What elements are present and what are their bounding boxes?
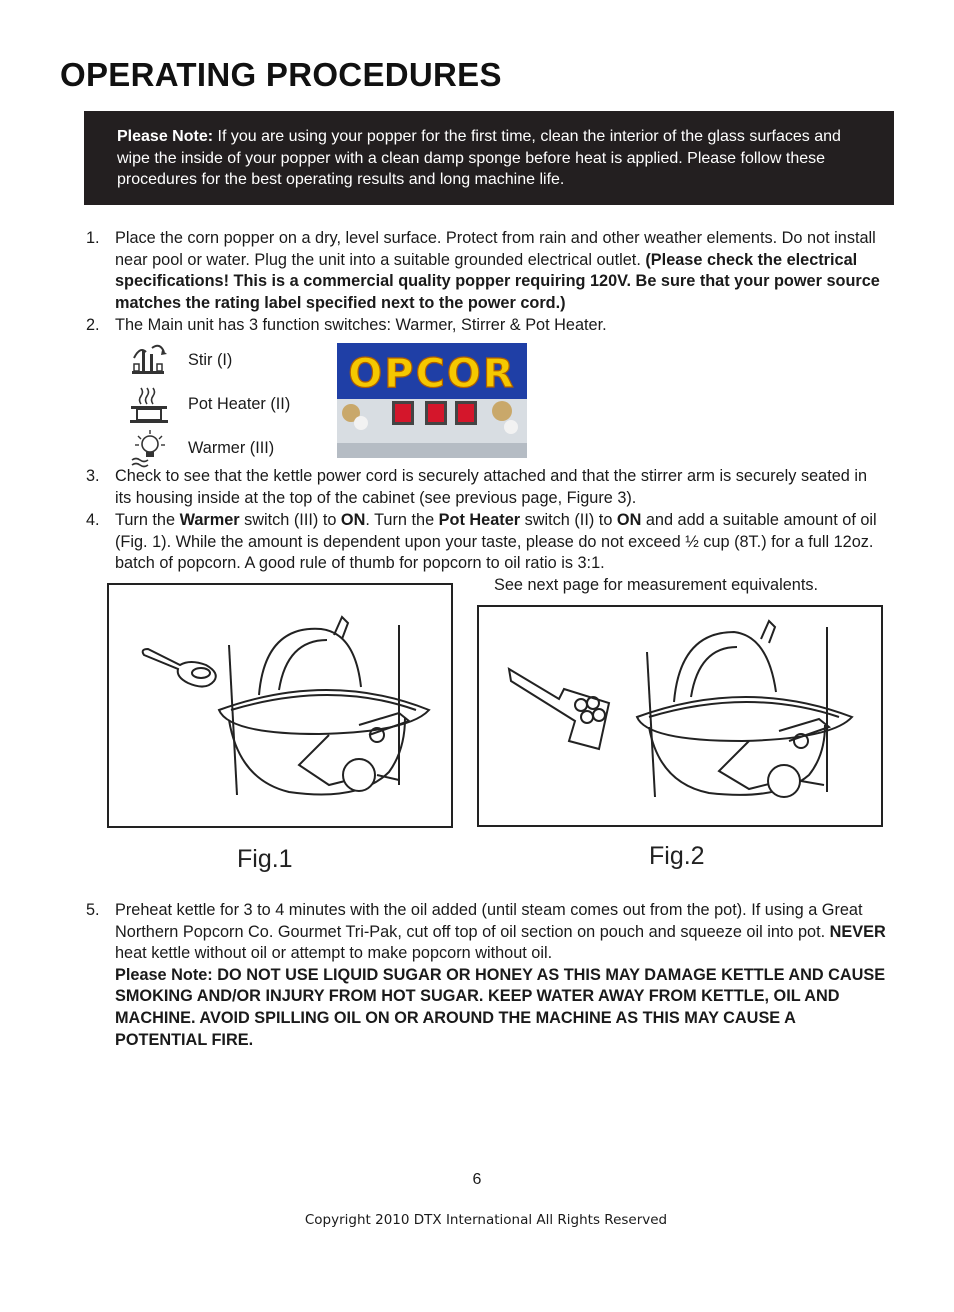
note-text: If you are using your popper for the first time, clean the interior of the glass surfaces and wipe the inside of your popper with a clean damp sponge before heat is applied. Please follow these procedures for the best operating results and long machine life. [117, 128, 841, 188]
figure-2 [477, 605, 883, 827]
switch-warmer [128, 428, 275, 468]
step-4 [86, 510, 886, 575]
text: . Turn the [365, 511, 439, 529]
step-1 [86, 228, 886, 314]
text: Turn the [115, 511, 180, 529]
control-panel-photo [337, 343, 527, 458]
step-number: 5. [86, 901, 100, 919]
step-number: 1. [86, 229, 100, 247]
stir-icon [128, 340, 170, 380]
switch-label: Warmer (III) [188, 438, 275, 457]
page-number: 6 [472, 1171, 482, 1188]
switch-label: Stir (I) [188, 350, 233, 369]
never-term: NEVER [829, 922, 886, 941]
step-number: 3. [86, 467, 100, 485]
step-number: 2. [86, 316, 100, 334]
text: heat kettle without oil or attempt to make popcorn without oil. [115, 944, 553, 963]
text: Preheat kettle for 3 to 4 minutes with the oil added (until steam comes out from the pot). If using a Great Northern Popcorn Co. Gourmet Tri-Pak, cut off top of oil section on pouch and squeeze oil into pot. [115, 901, 863, 941]
step-3-text: Check to see that the kettle power cord is securely attached and that the stirrer arm is securely seated in its housing inside at the top of the cabinet (see previous page, Figure 3). [115, 467, 868, 507]
step-3 [86, 466, 886, 509]
page-title: OPERATING PROCEDURES [60, 56, 502, 93]
on-term: ON [340, 511, 366, 529]
measurement-reference: See next page for measurement equivalents. [494, 576, 819, 594]
copyright: Copyright 2010 DTX International All Rights Reserved [304, 1212, 668, 1228]
figure-1-label: Fig.1 [237, 845, 293, 873]
switch-pot-heater [128, 384, 291, 424]
first-use-note [84, 111, 894, 205]
figure-1 [107, 583, 453, 828]
text: switch (III) to [239, 511, 341, 529]
step-5 [86, 900, 891, 1051]
figure-2-label: Fig.2 [649, 842, 705, 870]
step-2-text: The Main unit has 3 function switches: Warmer, Stirrer & Pot Heater. [115, 316, 607, 334]
pot-heater-icon [128, 384, 170, 424]
note-label: Please Note: [117, 128, 214, 145]
kettle-with-spoon-illustration [109, 585, 450, 825]
step-number: 4. [86, 511, 100, 529]
text: and add a suitable amount of oil (Fig. 1). While the amount is dependent upon your taste, please do not exceed ½ cup (8T.) for a full 12oz. batch of popcorn. A good rule of thumb for popcorn to oil ratio is 3:1. [115, 511, 877, 573]
warmer-icon [128, 428, 170, 468]
switch-label: Pot Heater (II) [188, 394, 291, 413]
step-1-text: Place the corn popper on a dry, level surface. Protect from rain and other weather elements. Do not install near pool or water. Plug the unit into a suitable grounded electrical outlet. [115, 229, 876, 269]
warmer-term: Warmer [179, 511, 240, 529]
pot-heater-term: Pot Heater [438, 511, 521, 529]
step-2 [86, 315, 886, 337]
text: switch (II) to [520, 511, 617, 529]
kettle-with-scoop-illustration [479, 607, 880, 824]
electrical-warning: (Please check the electrical specifications! This is a commercial quality popper requiring 120V. Be sure that your power source matches the rating label specified next to the power cord.) [115, 250, 880, 312]
on-term: ON [616, 511, 642, 529]
sugar-warning: Please Note: DO NOT USE LIQUID SUGAR OR HONEY AS THIS MAY DAMAGE KETTLE AND CAUSE SMOKING AND/OR INJURY FROM HOT SUGAR. KEEP WATER AWAY FROM KETTLE, OIL AND MACHINE. AVOID SPILLING OIL ON OR AROUND THE MACHINE AS THIS MAY CAUSE A POTENTIAL FIRE. [115, 965, 886, 1049]
switch-stir [128, 340, 233, 380]
panel-brand-text: OPCOR [348, 351, 516, 397]
